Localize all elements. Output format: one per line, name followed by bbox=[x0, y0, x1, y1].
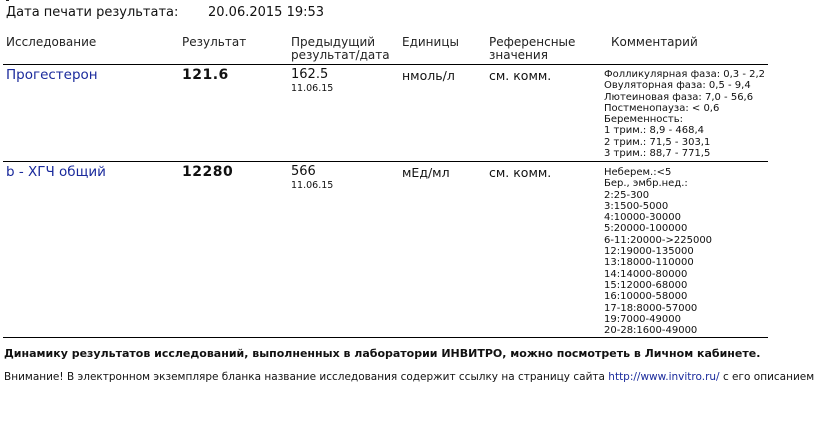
comment-line: 19:7000-49000 bbox=[604, 313, 681, 325]
attention-suffix: с его описанием bbox=[722, 371, 814, 383]
header-reference bbox=[489, 36, 575, 62]
table-bottom-divider bbox=[3, 337, 768, 338]
dynamics-note: Динамику результатов исследований, выполненных в лаборатории ИНВИТРО, можно посмотреть в Личном кабинете. bbox=[4, 347, 761, 360]
comment-line: 6-11:20000->225000 bbox=[604, 234, 713, 246]
top-edge-mark bbox=[6, 0, 9, 1]
comment-line: Постменопауза: < 0,6 bbox=[604, 102, 720, 114]
units: мЕд/мл bbox=[402, 165, 450, 180]
comment-line: 15:12000-68000 bbox=[604, 279, 688, 291]
attention-text: Внимание! В электронном экземпляре бланка название исследования содержит ссылку на страницу сайта bbox=[4, 371, 605, 383]
comment-list-hcg bbox=[604, 167, 712, 336]
print-date-value: 20.06.2015 19:53 bbox=[208, 5, 325, 20]
comment-line: 14:14000-80000 bbox=[604, 268, 688, 280]
reference-values: см. комм. bbox=[489, 165, 552, 180]
header-reference-line2: значения bbox=[489, 48, 548, 62]
comment-line: Лютеиновая фаза: 7,0 - 56,6 bbox=[604, 91, 754, 103]
header-result: Результат bbox=[182, 35, 247, 49]
print-date-label: Дата печати результата: bbox=[6, 5, 179, 20]
header-previous bbox=[291, 36, 390, 62]
row-divider bbox=[3, 161, 768, 162]
header-reference-line1: Референсные bbox=[489, 35, 576, 49]
comment-line: 17-18:8000-57000 bbox=[604, 302, 698, 314]
comment-line: 16:10000-58000 bbox=[604, 291, 688, 303]
previous-result-date: 11.06.15 bbox=[291, 83, 334, 94]
units: нмоль/л bbox=[402, 68, 455, 83]
header-previous-line2: результат/дата bbox=[291, 48, 390, 62]
invitro-link[interactable]: http://www.invitro.ru/ bbox=[608, 371, 720, 383]
header-divider bbox=[3, 64, 768, 65]
previous-result-value: 566 bbox=[291, 164, 316, 179]
comment-line: Неберем.:<5 bbox=[604, 167, 672, 178]
header-previous-line1: Предыдущий bbox=[291, 35, 376, 49]
comment-line: Фолликулярная фаза: 0,3 - 2,2 bbox=[604, 69, 766, 80]
comment-line: 20-28:1600-49000 bbox=[604, 325, 698, 337]
attention-note bbox=[4, 371, 814, 383]
comment-line: 1 трим.: 8,9 - 468,4 bbox=[604, 125, 704, 137]
result-value: 12280 bbox=[182, 164, 234, 180]
test-name-progesterone[interactable]: Прогестерон bbox=[6, 67, 98, 83]
comment-line: Беременность: bbox=[604, 114, 683, 126]
comment-line: 12:19000-135000 bbox=[604, 246, 694, 258]
header-units: Единицы bbox=[402, 35, 459, 49]
comment-line: 5:20000-100000 bbox=[604, 223, 688, 235]
comment-line: 2:25-300 bbox=[604, 189, 650, 201]
comment-list-progesterone bbox=[604, 69, 765, 159]
comment-line: 4:10000-30000 bbox=[604, 212, 681, 224]
comment-line: 13:18000-110000 bbox=[604, 257, 694, 269]
previous-result-date: 11.06.15 bbox=[291, 180, 334, 191]
header-test: Исследование bbox=[6, 35, 97, 49]
comment-line: 3 трим.: 88,7 - 771,5 bbox=[604, 148, 711, 160]
comment-line: Бер., эмбр.нед.: bbox=[604, 178, 688, 190]
header-comment: Комментарий bbox=[611, 35, 698, 49]
comment-line: 3:1500-5000 bbox=[604, 200, 669, 212]
comment-line: 2 трим.: 71,5 - 303,1 bbox=[604, 136, 711, 148]
previous-result-value: 162.5 bbox=[291, 67, 329, 82]
result-value: 121.6 bbox=[182, 67, 229, 83]
test-name-hcg[interactable]: b - ХГЧ общий bbox=[6, 164, 106, 180]
comment-line: Овуляторная фаза: 0,5 - 9,4 bbox=[604, 80, 751, 92]
reference-values: см. комм. bbox=[489, 68, 552, 83]
